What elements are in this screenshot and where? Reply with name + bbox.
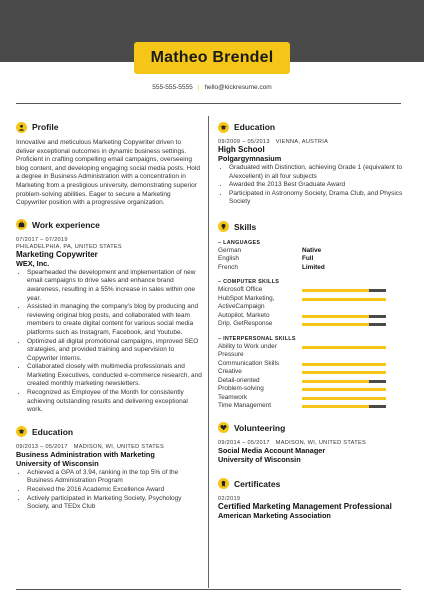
contact-line: [0, 84, 424, 91]
skill-level-bar: [302, 346, 386, 349]
volunteering-section: [218, 421, 406, 464]
certificate-issuer: American Marketing Association: [218, 510, 331, 520]
list-item: • Collaborated closely with multimedia professionals and Marketing Executives, conducted e-commerce research, and created monthly marketing newsletters.: [27, 363, 202, 389]
skill-level-bar: [302, 363, 386, 366]
skill-level-fill: [302, 323, 369, 326]
skill-name: ActiveCampaign: [218, 303, 265, 311]
volunteering-title: Volunteering: [234, 422, 286, 433]
skill-level-bar: [302, 397, 386, 400]
skill-level-fill: [302, 289, 369, 292]
language-name: French: [218, 263, 238, 271]
list-item: • Graduated with Distinction, achieving Grade 1 (equivalent to A/excellent) in all four subjects: [229, 164, 406, 181]
profile-heading: [16, 120, 202, 134]
skill-level-fill: [302, 298, 386, 301]
certificates-section: [218, 477, 406, 520]
interpersonal-skills-list: [218, 343, 406, 411]
list-item: • Participated in Astronomy Society, Drama Club, and Physics Society: [229, 190, 406, 207]
skill-name: Time Management: [218, 402, 272, 410]
language-level: Native: [302, 246, 322, 254]
list-item: [218, 295, 406, 304]
list-item: • Optimized all digital promotional campaigns, improved SEO strategies, and provided training and supervision to Copywriter Interns.: [27, 338, 202, 364]
contact-separator: |: [197, 84, 200, 91]
skill-name: Creative: [218, 368, 242, 376]
education-left-section: [16, 425, 202, 512]
skills-title: Skills: [234, 221, 257, 232]
graduation-cap-icon: [16, 426, 27, 437]
candidate-name: Matheo Brendel: [150, 49, 274, 66]
profile-text: Innovative and meticulous Marketing Copywriter driven to deliver exceptional outcomes in dynamic business settings. Proficient in crafting compelling email campaigns, overseeing blog content, and developing engaging social media posts. Hold a degree in Business Administration with a concentration in Marketing from a prestigious university, demonstrating superior problem-solving abilities. Eager to secure a Marketing Copywriter position with a progressive organization.: [16, 139, 200, 207]
skill-level-fill: [302, 380, 369, 383]
list-item: [218, 312, 406, 321]
profile-title: Profile: [32, 122, 59, 132]
skill-level-bar: [302, 405, 386, 408]
column-divider: [208, 116, 209, 588]
skill-name: Microsoft Office: [218, 286, 263, 294]
work-section: [16, 218, 202, 415]
skill-name: Detail-oriented: [218, 376, 260, 384]
education-left-school: University of Wisconsin: [16, 458, 99, 468]
job-company: WEX, Inc.: [16, 258, 50, 268]
job-bullets: [16, 269, 202, 415]
phone-number[interactable]: 555-555-5555: [152, 84, 193, 91]
list-item: [218, 351, 406, 360]
skill-name: Ability to Work under: [218, 342, 277, 350]
list-item: [218, 360, 406, 369]
skill-name: Teamwork: [218, 393, 248, 401]
job-position: Marketing Copywriter: [16, 249, 98, 259]
certificates-heading: [218, 477, 406, 491]
list-item: [218, 303, 406, 312]
skill-level-fill: [302, 371, 386, 374]
skill-name: Problem-solving: [218, 385, 264, 393]
languages-heading: – LANGUAGES: [218, 239, 261, 246]
left-column: [16, 120, 202, 512]
interpersonal-skills-heading: – INTERPERSONAL SKILLS: [218, 335, 296, 342]
list-item: [218, 402, 406, 411]
computer-skills-heading: – COMPUTER SKILLS: [218, 279, 280, 286]
volunteering-location: MADISON, WI, UNITED STATES: [275, 439, 367, 446]
job-dates: 07/2017 – 07/2019: [16, 236, 68, 243]
job-location: PHILADELPHIA, PA, UNITED STATES: [16, 243, 122, 250]
award-icon: [218, 478, 229, 489]
list-item: • Recognized as Employee of the Month for consistently achieving outstanding results and delivering exceptional work.: [27, 389, 202, 415]
work-title: Work experience: [32, 219, 100, 230]
education-right-degree: High School: [218, 145, 265, 154]
email-address[interactable]: hello@kickresume.com: [204, 84, 272, 91]
skill-level-fill: [302, 346, 386, 349]
education-left-dates: 09/2013 – 05/2017: [16, 443, 68, 450]
skill-level-fill: [302, 388, 386, 391]
education-right-section: [218, 120, 406, 207]
list-item: • Awarded the 2013 Best Graduate Award: [229, 181, 406, 190]
list-item: [218, 320, 406, 329]
list-item: • Achieved a GPA of 3.94, ranking in the top 5% of the Business Administration Program: [27, 469, 202, 486]
skill-level-fill: [302, 405, 369, 408]
list-item: • Received the 2016 Academic Excellence Award: [27, 486, 202, 495]
top-divider: [16, 103, 401, 104]
skill-level-fill: [302, 397, 386, 400]
list-item: [218, 247, 406, 256]
education-left-bullets: [16, 469, 202, 512]
lightbulb-icon: [218, 221, 229, 232]
list-item: [218, 368, 406, 377]
language-name: English: [218, 255, 239, 263]
volunteering-dates: 09/2014 – 05/2017: [218, 439, 270, 446]
languages-list: [218, 247, 406, 273]
list-item: • Spearheaded the development and implementation of new email campaigns to drive sales and enhance brand awareness, resulting in a 55% increase in sales within one year.: [27, 269, 202, 303]
skill-name: Pressure: [218, 351, 244, 359]
education-right-location: VIENNA, AUSTRIA: [275, 139, 329, 145]
education-right-dates: 09/2009 – 05/2013: [218, 139, 270, 145]
list-item: • Actively participated in Marketing Society, Psychology Society, and TEDx Club: [27, 495, 202, 512]
volunteering-org: University of Wisconsin: [218, 454, 301, 464]
education-right-heading: [218, 120, 406, 134]
language-level: Limited: [302, 263, 325, 271]
certificate-name: Certified Marketing Management Professional: [218, 501, 392, 511]
list-item: [218, 286, 406, 295]
education-left-heading: [16, 425, 202, 439]
person-icon: [16, 122, 27, 133]
skill-name: Communication Skills: [218, 359, 280, 367]
skill-level-bar: [302, 323, 386, 326]
list-item: [218, 343, 406, 352]
work-heading: [16, 218, 202, 232]
volunteering-role: Social Media Account Manager: [218, 445, 326, 455]
skills-section: [218, 220, 406, 411]
skill-name: Autopilot, Marketo: [218, 311, 270, 319]
skill-level-fill: [302, 315, 369, 318]
list-item: • Assisted in managing the company's blog by producing and reviewing original blog posts, and collaborated with team members to create digital content for various social media platforms such as Instagram, Facebook, and Youtube.: [27, 303, 202, 337]
skill-level-bar: [302, 380, 386, 383]
computer-skills-list: [218, 286, 406, 329]
skill-level-fill: [302, 363, 386, 366]
volunteering-heading: [218, 421, 406, 435]
skill-level-bar: [302, 298, 386, 301]
education-left-location: MADISON, WI, UNITED STATES: [73, 443, 165, 450]
list-item: [218, 377, 406, 386]
education-right-bullets: [218, 164, 406, 207]
language-name: German: [218, 246, 242, 254]
skill-name: HubSpot Marketing,: [218, 294, 275, 302]
heart-icon: [218, 422, 229, 433]
education-right-title: Education: [234, 122, 276, 132]
certificate-date: 02/2019: [218, 495, 241, 502]
list-item: [218, 255, 406, 264]
skill-level-bar: [302, 315, 386, 318]
list-item: [218, 394, 406, 403]
education-left-title: Education: [32, 426, 74, 437]
profile-section: [16, 120, 202, 208]
education-left-degree: Business Administration with Marketing: [16, 449, 155, 459]
right-column: [218, 120, 406, 520]
skill-level-bar: [302, 289, 386, 292]
list-item: [218, 385, 406, 394]
graduation-cap-icon: [218, 122, 229, 133]
skill-name: Drip, GetResponse: [218, 320, 273, 328]
skill-level-bar: [302, 371, 386, 374]
skills-heading: [218, 220, 406, 234]
education-right-school: Polgargymnasium: [218, 154, 282, 163]
bottom-divider: [16, 589, 401, 590]
name-box: [134, 42, 290, 74]
language-level: Full: [302, 255, 314, 263]
briefcase-icon: [16, 219, 27, 230]
list-item: [218, 264, 406, 273]
skill-level-bar: [302, 388, 386, 391]
certificates-title: Certificates: [234, 478, 281, 489]
